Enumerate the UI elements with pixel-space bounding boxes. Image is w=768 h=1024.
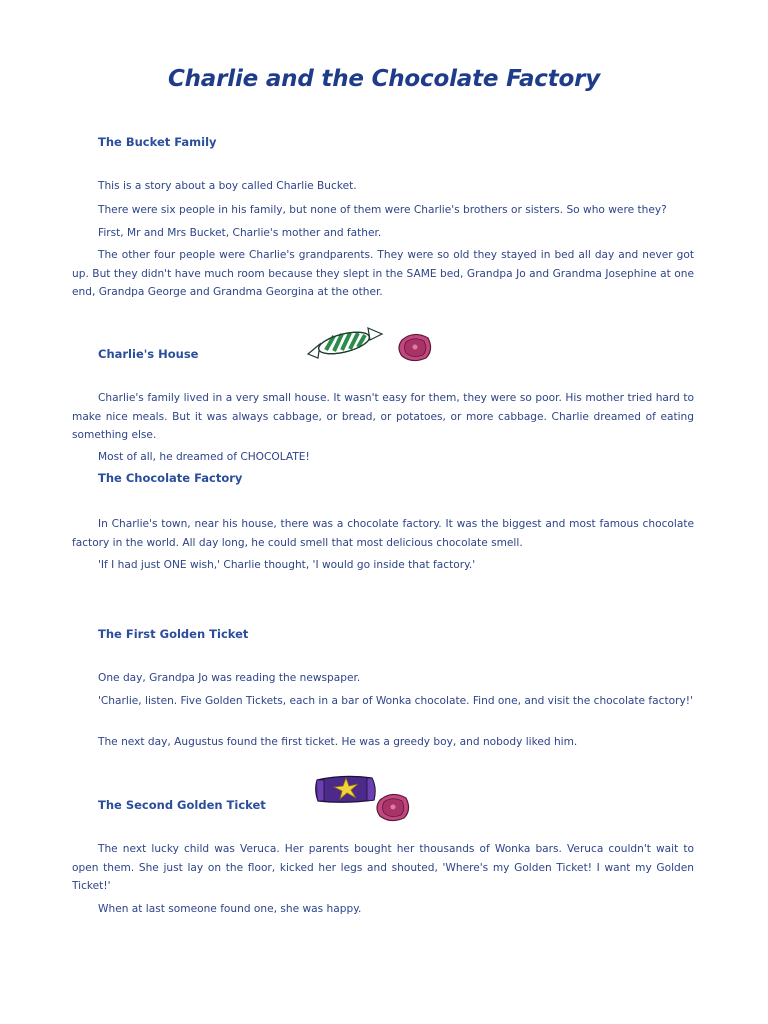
paragraph: Most of all, he dreamed of CHOCOLATE! [98, 451, 310, 463]
section-heading-charlies-house: Charlie's House [98, 347, 199, 361]
section-heading-chocolate-factory: The Chocolate Factory [98, 471, 243, 485]
paragraph: In Charlie's town, near his house, there was a chocolate factory. It was the biggest and most famous chocolate factory in the world. All day long, he could smell that most delicious chocolate smell. [72, 518, 694, 549]
paragraph: There were six people in his family, but none of them were Charlie's brothers or sisters. So who were they? [98, 204, 667, 216]
title-rest: and the Chocolate Factory [258, 66, 601, 92]
title-strong: Charlie [167, 66, 259, 92]
pink-sweet-icon [396, 330, 434, 364]
paragraph: This is a story about a boy called Charlie Bucket. [98, 180, 357, 192]
section-heading-second-golden-ticket: The Second Golden Ticket [98, 798, 266, 812]
paragraph: One day, Grandpa Jo was reading the newspaper. [98, 672, 361, 684]
pink-sweet-icon [374, 790, 414, 824]
paragraph: The next day, Augustus found the first ticket. He was a greedy boy, and nobody liked him. [98, 736, 578, 748]
striped-candy-icon [304, 324, 384, 364]
paragraph: 'If I had just ONE wish,' Charlie thought, 'I would go inside that factory.' [98, 559, 476, 571]
paragraph: Charlie's family lived in a very small house. It wasn't easy for them, they were so poor. His mother tried hard to make nice meals. But it was always cabbage, or bread, or potatoes, or more cabbage. Charlie dreamed of eating something else. [72, 392, 694, 442]
paragraph: First, Mr and Mrs Bucket, Charlie's mother and father. [98, 227, 382, 239]
section-heading-bucket-family: The Bucket Family [98, 135, 217, 149]
section-heading-first-golden-ticket: The First Golden Ticket [98, 627, 249, 641]
purple-chocolate-bar-icon [314, 772, 378, 806]
paragraph: The other four people were Charlie's grandparents. They were so old they stayed in bed all day and never got up. But they didn't have much room because they slept in the SAME bed, Grandpa Jo and Grandma Josephine at one end, Grandpa George and Grandma Georgina at the other. [72, 249, 694, 299]
paragraph: When at last someone found one, she was happy. [98, 903, 362, 915]
paragraph: The next lucky child was Veruca. Her parents bought her thousands of Wonka bars. Veruca couldn't wait to open them. She just lay on the floor, kicked her legs and shouted, 'Where's my Golden Ticket! I want my Golden Ticket!' [72, 843, 694, 893]
paragraph: 'Charlie, listen. Five Golden Tickets, each in a bar of Wonka chocolate. Find one, and visit the chocolate factory!' [98, 695, 693, 707]
document-title [0, 66, 768, 92]
